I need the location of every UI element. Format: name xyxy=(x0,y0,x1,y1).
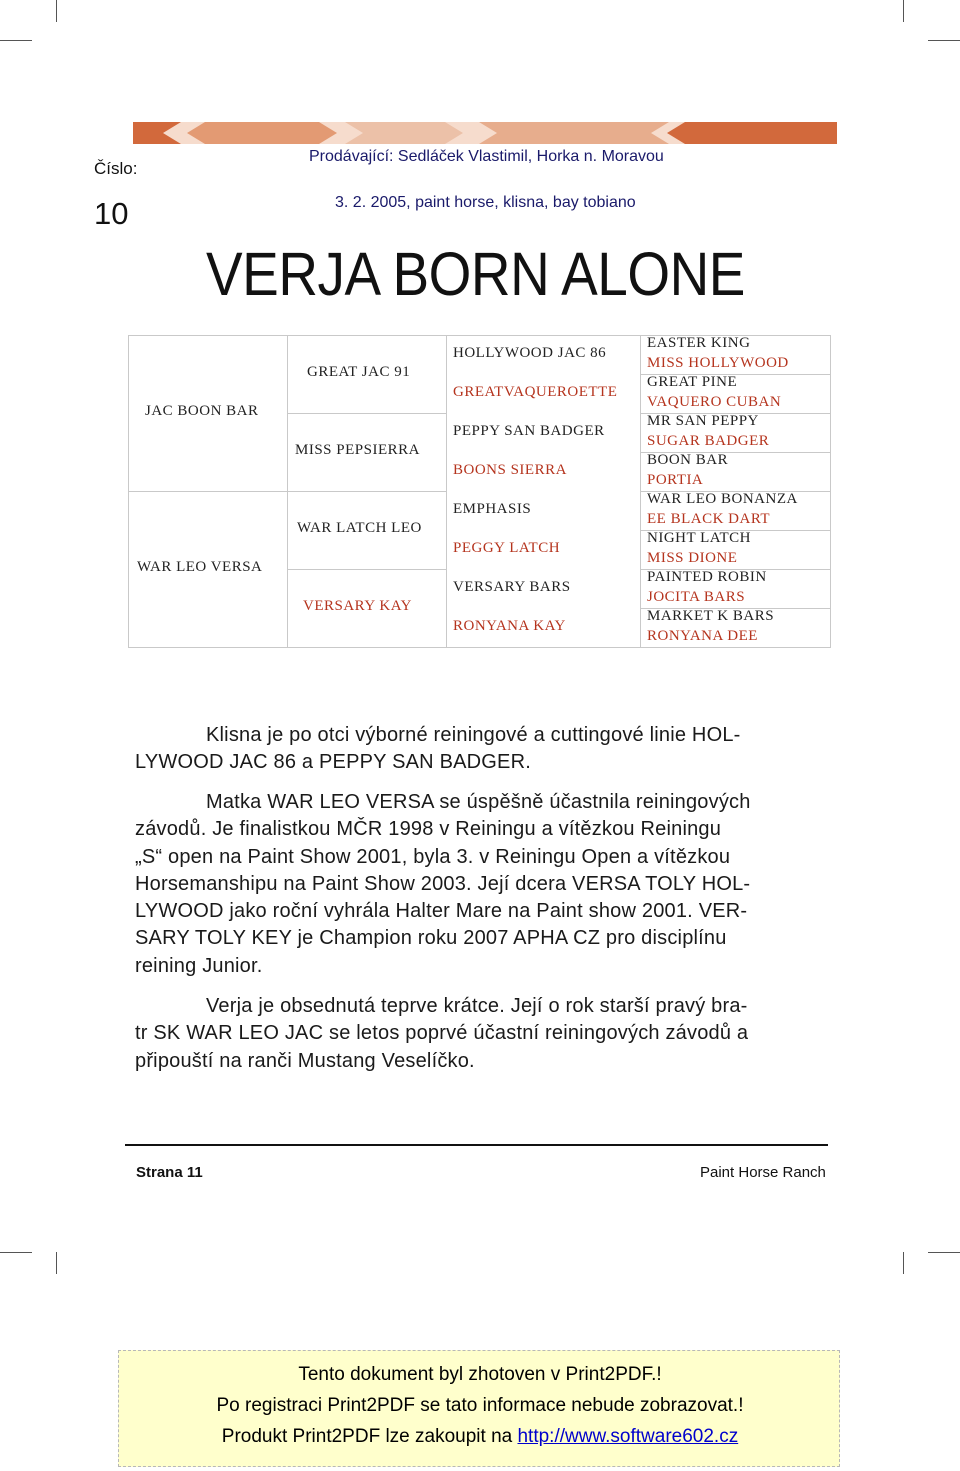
ancestor-gen4: BOON BAR xyxy=(647,452,729,468)
ancestor-gen4: PORTIA xyxy=(647,472,704,488)
text-line: Klisna je po otci výborné reiningové a cuttingové linie HOL- xyxy=(206,724,741,746)
maternal-grandsire: WAR LATCH LEO xyxy=(297,520,422,536)
horse-name-title: VERJA BORN ALONE xyxy=(206,240,745,308)
notice-line-3-text: Produkt Print2PDF lze zakoupit na xyxy=(221,1426,518,1447)
text-line: Verja je obsednutá teprve krátce. Její o rok starší pravý bra- xyxy=(206,995,748,1017)
ancestor-gen3: BOONS SIERRA xyxy=(453,462,567,478)
ancestor-gen3: HOLLYWOOD JAC 86 xyxy=(453,345,607,361)
ancestor-gen4: EE BLACK DART xyxy=(647,511,771,527)
ancestor-gen4: MISS DIONE xyxy=(647,550,738,566)
decorative-banner xyxy=(133,122,837,144)
maternal-granddam: VERSARY KAY xyxy=(303,598,412,614)
paternal-grandsire: GREAT JAC 91 xyxy=(307,364,411,380)
ancestor-gen3: VERSARY BARS xyxy=(453,579,571,595)
ancestor-gen4: MR SAN PEPPY xyxy=(647,413,759,429)
ancestor-gen4: JOCITA BARS xyxy=(647,589,746,605)
ancestor-gen4: NIGHT LATCH xyxy=(647,530,751,546)
issue-number: 10 xyxy=(94,196,129,231)
ancestor-gen3: GREATVAQUEROETTE xyxy=(453,384,618,400)
text-line: Horsemanshipu na Paint Show 2003. Její dcera VERSA TOLY HOL- xyxy=(135,872,751,895)
text-line: „S“ open na Paint Show 2001, byla 3. v Reiningu Open a vítězkou xyxy=(135,845,731,868)
footer-rule xyxy=(125,1144,828,1146)
ancestor-gen4: MARKET K BARS xyxy=(647,608,775,624)
paragraph-2 xyxy=(135,789,815,980)
ancestor-gen4: VAQUERO CUBAN xyxy=(647,394,782,410)
text-line: závodů. Je finalistkou MČR 1998 v Reiningu a vítězkou Reiningu xyxy=(135,818,722,841)
footer-ranch-name: Paint Horse Ranch xyxy=(700,1164,826,1181)
notice-line-2: Po registraci Print2PDF se tato informace nebude zobrazovat.! xyxy=(216,1395,744,1416)
seller-text: Prodávající: Sedláček Vlastimil, Horka n. Moravou xyxy=(309,148,664,165)
dam-name: WAR LEO VERSA xyxy=(137,559,263,575)
horse-info: 3. 2. 2005, paint horse, klisna, bay tobiano xyxy=(335,194,636,211)
ancestor-gen3: PEPPY SAN BADGER xyxy=(453,423,605,439)
ancestor-gen3: RONYANA KAY xyxy=(453,618,566,634)
paternal-granddam: MISS PEPSIERRA xyxy=(295,442,420,458)
text-line: Matka WAR LEO VERSA se úspěšně účastnila reiningových xyxy=(206,791,751,813)
ancestor-gen4: EASTER KING xyxy=(647,335,751,351)
notice-line-1: Tento dokument byl zhotoven v Print2PDF.! xyxy=(298,1364,662,1385)
text-line: LYWOOD JAC 86 a PEPPY SAN BADGER. xyxy=(135,751,531,774)
ancestor-gen4: SUGAR BADGER xyxy=(647,433,770,449)
text-line: LYWOOD jako roční vyhrála Halter Mare na Paint show 2001. VER- xyxy=(135,900,748,923)
ancestor-gen4: WAR LEO BONANZA xyxy=(647,491,798,507)
ancestor-gen4: RONYANA DEE xyxy=(647,628,758,644)
text-line: tr SK WAR LEO JAC se letos poprvé účastní reiningových závodů a xyxy=(135,1022,749,1045)
ancestor-gen3: PEGGY LATCH xyxy=(453,540,561,556)
paragraph-1 xyxy=(135,722,815,777)
sire-name: JAC BOON BAR xyxy=(145,403,259,419)
ancestor-gen3: EMPHASIS xyxy=(453,501,532,517)
text-line: SARY TOLY KEY je Champion roku 2007 APHA CZ pro disciplínu xyxy=(135,927,727,950)
issue-label: Číslo: xyxy=(94,159,138,178)
text-line: připouští na ranči Mustang Veselíčko. xyxy=(135,1049,475,1072)
page-number: Strana 11 xyxy=(136,1164,203,1181)
text-line: reining Junior. xyxy=(135,954,263,977)
ancestor-gen4: MISS HOLLYWOOD xyxy=(647,355,789,371)
software602-link[interactable]: http://www.software602.cz xyxy=(517,1426,739,1447)
ancestor-gen4: GREAT PINE xyxy=(647,374,738,390)
paragraph-3 xyxy=(135,993,815,1075)
notice-line-3 xyxy=(118,1426,842,1448)
ancestor-gen4: PAINTED ROBIN xyxy=(647,569,767,585)
